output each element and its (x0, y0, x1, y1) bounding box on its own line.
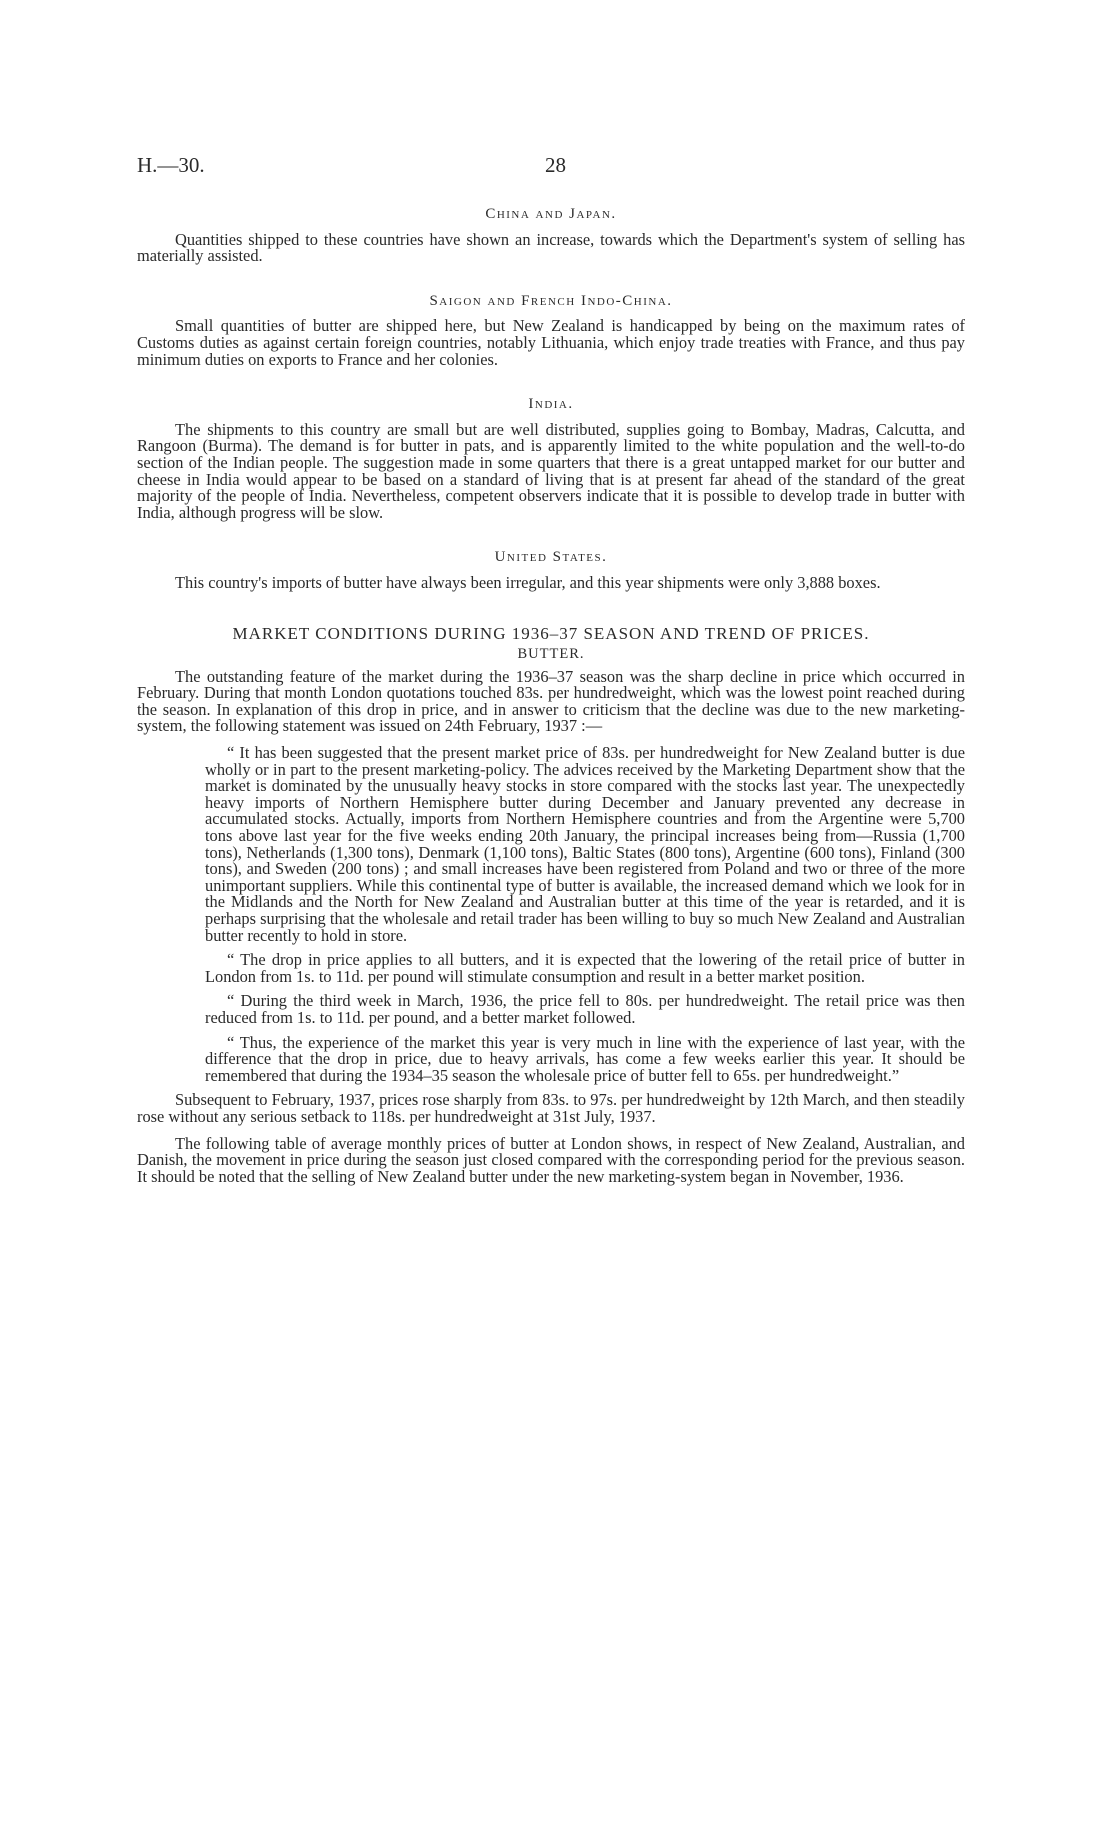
section-heading: United States. (494, 549, 608, 566)
page-reference: H.—30. (137, 153, 205, 177)
quote-paragraph: “ Thus, the experience of the market this year is very much in line with the experience of last year, with the difference that the drop in price, due to heavy arrivals, has come a few weeks earlier this year. It should be remembered that during the 1934–35 season the wholesale price of butter fell to 65s. per hundredweight.” (205, 1032, 965, 1085)
section-paragraph: Quantities shipped to these countries have shown an increase, towards which the Department's system of selling has materially assisted. (137, 229, 965, 266)
section-heading: India. (528, 396, 574, 413)
page-number: 28 (545, 153, 566, 177)
section-paragraph: Small quantities of butter are shipped here, but New Zealand is handicapped by being on the maximum rates of Customs duties as against certain foreign countries, notably Lithuania, which enjoy trade treaties with France, and thus pay minimum duties on exports to France and her colonies. (137, 316, 965, 369)
section-heading: China and Japan. (485, 206, 617, 222)
section-paragraph: This country's imports of butter have always been irregular, and this year shipments were only 3,888 boxes. (175, 572, 881, 592)
section-india (137, 396, 965, 521)
statement-quote (205, 745, 965, 1084)
section-paragraph: The shipments to this country are small but are well distributed, supplies going to Bombay, Madras, Calcutta, and Rangoon (Burma). The demand is for butter in pats, and is apparently limited to the white population and the well-to-do section of the Indian people. The suggestion made in some quarters that there is a great untapped market for our butter and cheese in India would appear to be based on a standard of living that is at present far ahead of the standard of the great majority of the people of India. Nevertheless, competent observers indicate that it is possible to develop trade in butter with India, although progress will be slow. (137, 419, 965, 522)
butter-subheading: BUTTER. (517, 646, 585, 663)
market-heading: MARKET CONDITIONS DURING 1936–37 SEASON AND TREND OF PRICES. (232, 623, 870, 643)
running-header (137, 153, 977, 183)
section-china-japan (137, 206, 965, 265)
page-body (137, 206, 965, 1195)
market-followup-paragraph: Subsequent to February, 1937, prices rose sharply from 83s. to 97s. per hundredweight by 12th March, and then steadily rose without any serious setback to 118s. per hundredweight at 31st July, 1937. (137, 1090, 965, 1126)
market-intro-paragraph: The outstanding feature of the market during the 1936–37 season was the sharp decline in price which occurred in February. During that month London quotations touched 83s. per hundredweight, which was the lowest point reached during the season. In explanation of this drop in price, and in answer to criticism that the decline was due to the new marketing-system, the following statement was issued on 24th February, 1937 :— (137, 666, 965, 736)
table-intro-paragraph: The following table of average monthly prices of butter at London shows, in respect of New Zealand, Australian, and Danish, the movement in price during the season just closed compared with the corresponding period for the previous season. It should be noted that the selling of New Zealand butter under the new marketing-system began in November, 1936. (137, 1133, 965, 1186)
quote-paragraph: “ The drop in price applies to all butters, and it is expected that the lowering of the retail price of butter in London from 1s. to 11d. per pound will stimulate consumption and result in a better market position. (205, 950, 965, 986)
quote-paragraph: “ It has been suggested that the present market price of 83s. per hundredweight for New Zealand butter is due wholly or in part to the present marketing-policy. The advices received by the Marketing Department show that the market is dominated by the unusually heavy stocks in store compared with the stocks last year. The unexpectedly heavy imports of Northern Hemisphere butter during December and January prevented any decrease in accumulated stocks. Actually, imports from Northern Hemisphere countries and from the Argentine were 5,700 tons above last year for the five weeks ending 20th January, the principal increases being from—Russia (1,700 tons), Netherlands (1,300 tons), Denmark (1,100 tons), Baltic States (800 tons), Argentine (600 tons), Finland (300 tons), and Sweden (200 tons) ; and small increases have been registered from Poland and two or three of the more unimportant suppliers. While this continental type of butter is available, the increased demand which we look for in the Midlands and the North for New Zealand and Australian butter at this time of the year is retarded, and it is perhaps surprising that the wholesale and retail trader has been willing to buy so much New Zealand and Australian butter recently to hold in store. (205, 743, 965, 945)
section-heading: Saigon and French Indo-China. (429, 292, 673, 309)
section-united-states (137, 549, 965, 591)
quote-paragraph: “ During the third week in March, 1936, the price fell to 80s. per hundredweight. The retail price was then reduced from 1s. to 11d. per pound, and a better market followed. (205, 991, 965, 1027)
section-saigon (137, 293, 965, 368)
